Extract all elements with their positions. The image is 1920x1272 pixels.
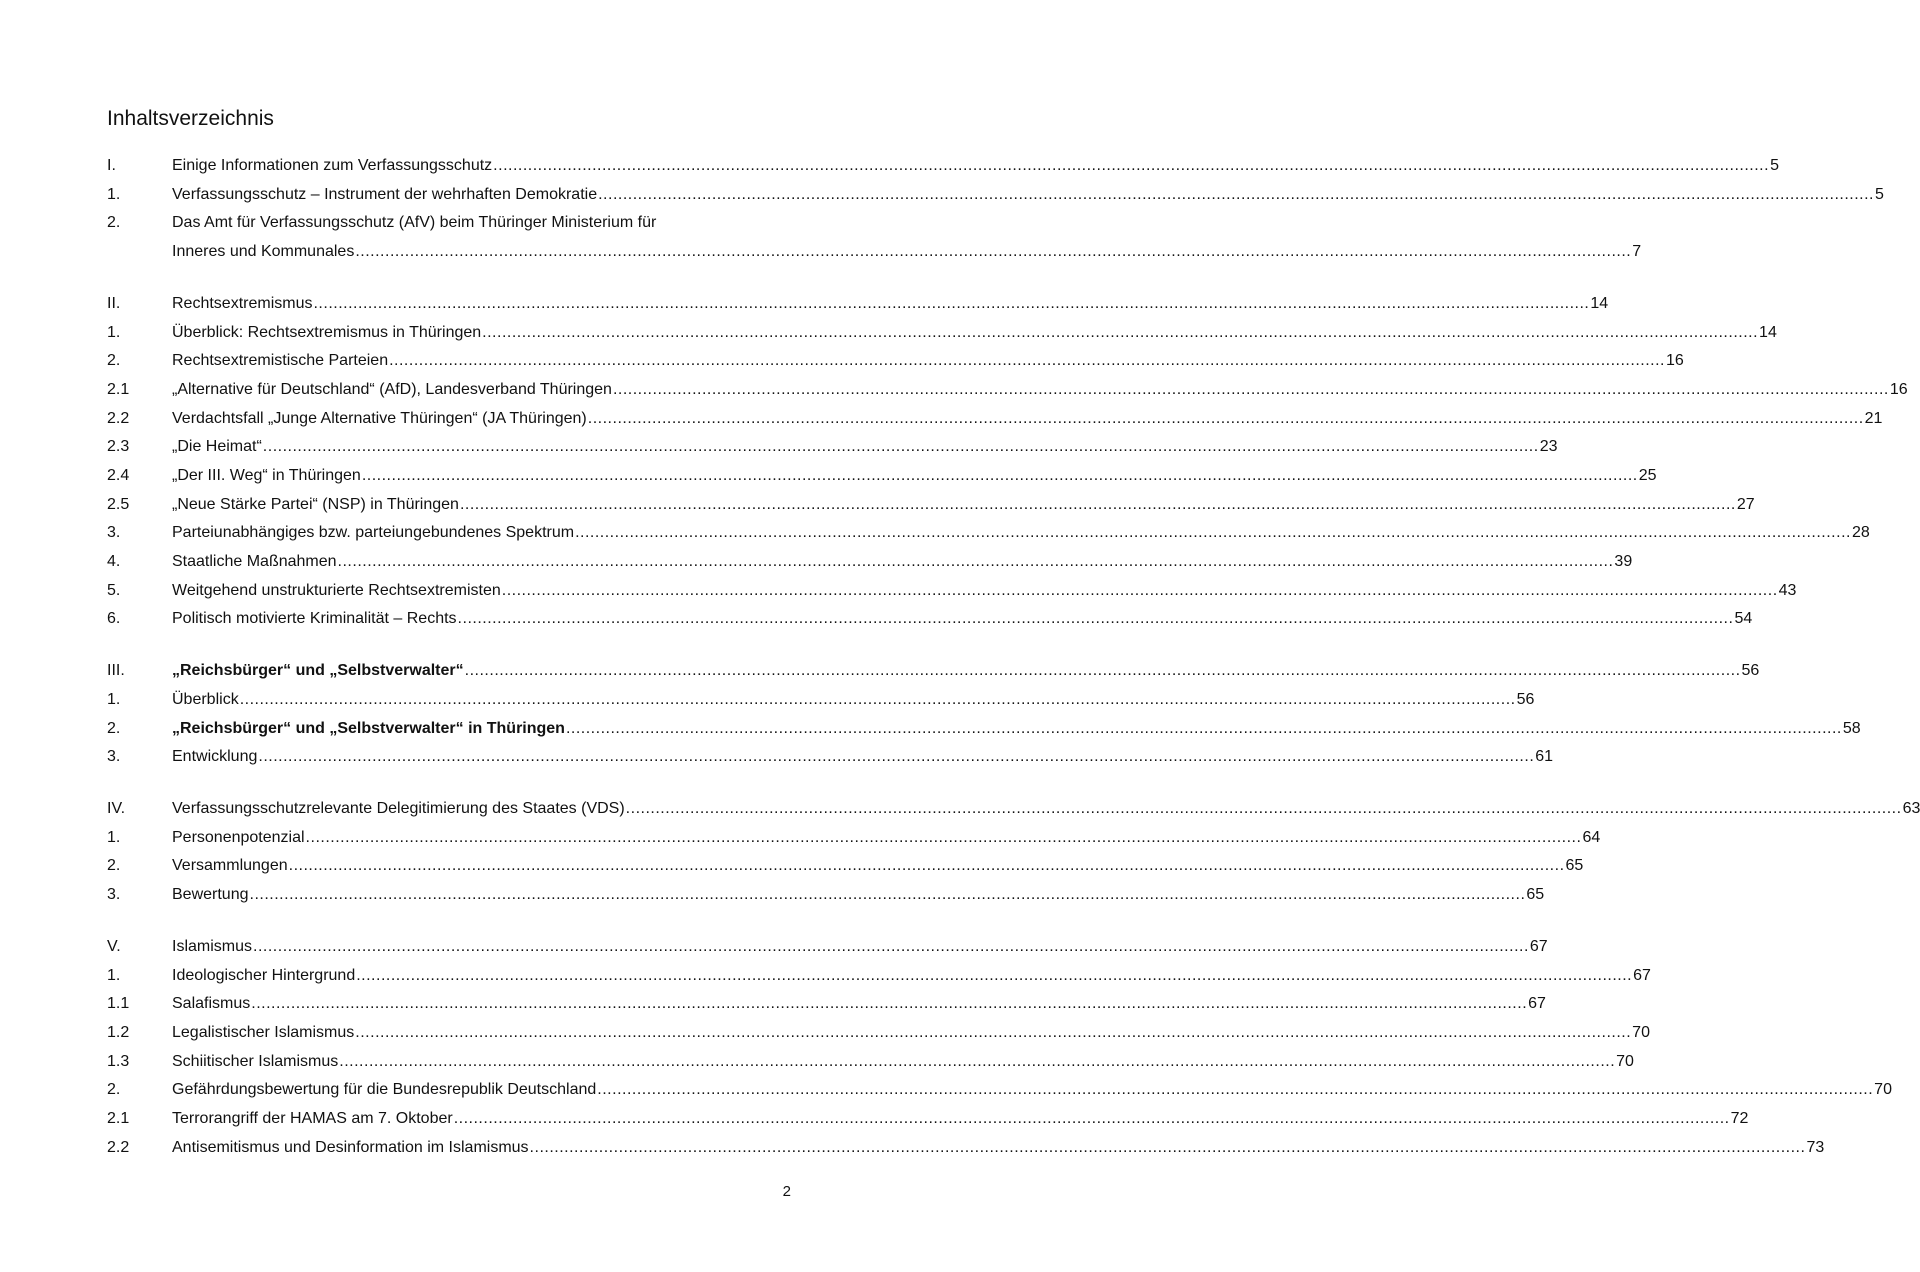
- toc-leader: [339, 1047, 1615, 1076]
- toc-entry[interactable]: [107, 1133, 1825, 1162]
- toc-leader: [597, 1075, 1873, 1104]
- toc-entry[interactable]: [107, 318, 1777, 347]
- toc-entry-label: Bewertung: [172, 886, 249, 903]
- toc-entry-page: 70: [1616, 1053, 1634, 1070]
- toc-leader: [588, 404, 1864, 433]
- toc-entry[interactable]: [107, 151, 1779, 180]
- toc-leader: [250, 880, 1526, 909]
- toc-entry-number: V.: [107, 938, 121, 955]
- toc-leader: [493, 151, 1769, 180]
- toc-entry-label: Versammlungen: [172, 857, 288, 874]
- toc-entry-page: 27: [1736, 496, 1755, 513]
- toc-leader: [313, 289, 1589, 318]
- toc-entry-number: 2.1: [107, 1110, 130, 1127]
- toc-entry-label: Legalistischer Islamismus: [172, 1024, 355, 1041]
- toc-leader: [482, 318, 1758, 347]
- toc-leader: [253, 932, 1529, 961]
- toc-entry-page: 39: [1614, 553, 1633, 570]
- toc-leader: [355, 237, 1631, 266]
- toc-entry-number: II.: [107, 295, 121, 312]
- toc-entry-number: 3.: [107, 886, 121, 903]
- toc-leader: [575, 518, 1851, 547]
- toc-entry[interactable]: [107, 461, 1657, 490]
- toc-entry-label: Islamismus: [172, 938, 253, 955]
- toc-entry-label: Rechtsextremistische Parteien: [172, 352, 389, 369]
- toc-entry-page: 14: [1590, 295, 1609, 312]
- toc-entry-page: 65: [1565, 857, 1584, 874]
- toc-entry-number: 2.3: [107, 438, 130, 455]
- toc-leader: [389, 346, 1665, 375]
- toc-entry-page: 72: [1730, 1110, 1749, 1127]
- toc-entry-page: 65: [1526, 886, 1545, 903]
- toc-leader: [338, 547, 1614, 576]
- toc-entry[interactable]: [107, 742, 1554, 771]
- toc-entry-page: 7: [1632, 243, 1642, 260]
- toc-leader: [598, 180, 1874, 209]
- toc-entry-page: 56: [1741, 662, 1760, 679]
- toc-entry-number: 1.: [107, 186, 121, 203]
- toc-entry-page: 70: [1632, 1024, 1650, 1041]
- toc-entry[interactable]: [107, 1104, 1749, 1133]
- toc-entry[interactable]: [107, 518, 1870, 547]
- toc-entry-label: Gefährdungsbewertung für die Bundesrepublik Deutschland: [172, 1081, 597, 1098]
- toc-entry-number: 2.: [107, 352, 121, 369]
- toc-entry-page: 67: [1633, 967, 1651, 984]
- toc-entry-label: „Reichsbürger“ und „Selbstverwalter“ in Thüringen: [172, 720, 565, 737]
- toc-entry-number: 2.5: [107, 496, 130, 513]
- toc-entry[interactable]: [107, 346, 1684, 375]
- toc-entry-page: 67: [1529, 938, 1548, 955]
- toc-entry-page: 5: [1875, 186, 1884, 203]
- toc-leader: [258, 742, 1534, 771]
- toc-leader: [465, 656, 1741, 685]
- toc-entry[interactable]: [107, 656, 1760, 685]
- toc-leader: [458, 604, 1734, 633]
- page-title: Inhaltsverzeichnis: [107, 107, 274, 130]
- toc-entry-label: Überblick: [172, 691, 239, 708]
- toc-entry-number: 2.1: [107, 381, 130, 398]
- toc-entry-label: Personenpotenzial: [172, 829, 305, 846]
- toc-entry[interactable]: [107, 1018, 1650, 1047]
- toc-leader: [530, 1133, 1806, 1162]
- toc-entry[interactable]: [107, 404, 1883, 433]
- toc-entry-label: „Neue Stärke Partei“ (NSP) in Thüringen: [172, 496, 459, 513]
- toc-leader: [502, 576, 1778, 605]
- toc-entry-label: Verdachtsfall „Junge Alternative Thüringen“ (JA Thüringen): [172, 410, 587, 427]
- toc-entry[interactable]: [107, 1047, 1634, 1076]
- toc-entry[interactable]: [107, 208, 792, 237]
- toc-entry-page: 61: [1535, 748, 1554, 765]
- toc-entry-number: 2.4: [107, 467, 130, 484]
- toc-leader: [251, 989, 1527, 1018]
- toc-leader: [306, 823, 1582, 852]
- toc-entry-label: Entwicklung: [172, 748, 258, 765]
- toc-entry-label: Weitgehend unstrukturierte Rechtsextremisten: [172, 582, 501, 599]
- toc-entry-number: 2.: [107, 720, 121, 737]
- toc-entry-label: „Reichsbürger“ und „Selbstverwalter“: [172, 662, 464, 679]
- toc-entry-page: 63: [1902, 800, 1920, 817]
- toc-entry-number: 1.: [107, 967, 121, 984]
- toc-entry-number: 6.: [107, 610, 121, 627]
- toc-entry-number: 2.: [107, 1081, 121, 1098]
- toc-entry-page: 58: [1842, 720, 1861, 737]
- toc-entry-label: „Der III. Weg“ in Thüringen: [172, 467, 361, 484]
- toc-entry-label: Überblick: Rechtsextremismus in Thüringen: [172, 324, 482, 341]
- toc-entry-number: I.: [107, 157, 116, 174]
- toc-entry-number: 1.3: [107, 1053, 130, 1070]
- toc-entry[interactable]: [107, 375, 1908, 404]
- toc-entry-page: 25: [1638, 467, 1657, 484]
- toc-entry-label: „Die Heimat“: [172, 438, 262, 455]
- toc-entry-page: 67: [1528, 995, 1546, 1012]
- toc-entry-number: 1.: [107, 691, 121, 708]
- toc-entry[interactable]: [107, 880, 1545, 909]
- toc-entry-page: 56: [1516, 691, 1535, 708]
- toc-entry-label: Staatliche Maßnahmen: [172, 553, 337, 570]
- toc-entry-number: 4.: [107, 553, 121, 570]
- toc-entry[interactable]: [107, 237, 1642, 266]
- toc-entry-number: 1.2: [107, 1024, 130, 1041]
- toc-entry-page: 43: [1778, 582, 1797, 599]
- toc-entry-label: „Alternative für Deutschland“ (AfD), Landesverband Thüringen: [172, 381, 612, 398]
- toc-entry-number: 5.: [107, 582, 121, 599]
- toc-entry-page: 28: [1851, 524, 1870, 541]
- toc-entry[interactable]: [107, 490, 1755, 519]
- toc-entry-page: 54: [1734, 610, 1753, 627]
- toc-leader: [362, 461, 1638, 490]
- toc-entry-label: Das Amt für Verfassungsschutz (AfV) beim Thüringer Ministerium für: [172, 214, 657, 231]
- toc-entry-page: 5: [1770, 157, 1779, 174]
- toc-entry-number: III.: [107, 662, 125, 679]
- toc-entry-label: Terrorangriff der HAMAS am 7. Oktober: [172, 1110, 453, 1127]
- toc-entry-number: IV.: [107, 800, 126, 817]
- toc-entry-label: Inneres und Kommunales: [172, 243, 355, 260]
- toc-entry[interactable]: [107, 604, 1753, 633]
- toc-entry-number: 1.: [107, 829, 121, 846]
- toc-entry-page: 16: [1665, 352, 1684, 369]
- toc-entry-number: 3.: [107, 524, 121, 541]
- toc-entry[interactable]: [107, 289, 1609, 318]
- toc-leader: [356, 961, 1632, 990]
- toc-entry[interactable]: [107, 794, 1920, 823]
- toc-entry-number: 2.: [107, 214, 121, 231]
- toc-leader: [566, 714, 1842, 743]
- toc-leader: [263, 432, 1539, 461]
- toc-entry-page: 73: [1806, 1139, 1825, 1156]
- toc-entry-label: Rechtsextremismus: [172, 295, 313, 312]
- toc-entry-label: Parteiunabhängiges bzw. parteiungebundenes Spektrum: [172, 524, 575, 541]
- toc-entry-label: Salafismus: [172, 995, 251, 1012]
- toc-entry-number: 2.2: [107, 1139, 130, 1156]
- toc-leader: [613, 375, 1889, 404]
- toc-leader: [460, 490, 1736, 519]
- toc-entry-label: Politisch motivierte Kriminalität – Rechts: [172, 610, 457, 627]
- toc-leader: [355, 1018, 1631, 1047]
- toc-entry-page: 70: [1874, 1081, 1892, 1098]
- toc-entry-page: 23: [1539, 438, 1558, 455]
- toc-entry-number: 3.: [107, 748, 121, 765]
- toc-entry-label: Schiitischer Islamismus: [172, 1053, 339, 1070]
- toc-entry[interactable]: [107, 432, 1558, 461]
- toc-leader: [454, 1104, 1730, 1133]
- toc-entry-label: Einige Informationen zum Verfassungsschutz: [172, 157, 493, 174]
- page-number: 2: [782, 1183, 791, 1200]
- toc-entry[interactable]: [107, 961, 1651, 990]
- toc-entry[interactable]: [107, 180, 1884, 209]
- toc-entry-number: 1.1: [107, 995, 130, 1012]
- toc-leader: [626, 794, 1902, 823]
- toc-entry[interactable]: [107, 576, 1797, 605]
- toc-entry-number: 2.: [107, 857, 121, 874]
- toc-entry[interactable]: [107, 714, 1861, 743]
- toc-entry[interactable]: [107, 547, 1633, 576]
- toc-entry-label: Verfassungsschutz – Instrument der wehrhaften Demokratie: [172, 186, 598, 203]
- toc-entry[interactable]: [107, 685, 1535, 714]
- toc-entry-page: 16: [1889, 381, 1908, 398]
- toc-entry[interactable]: [107, 989, 1546, 1018]
- toc-entry[interactable]: [107, 823, 1601, 852]
- toc-leader: [240, 685, 1516, 714]
- toc-entry-number: 1.: [107, 324, 121, 341]
- toc-entry-label: Ideologischer Hintergrund: [172, 967, 356, 984]
- toc-entry-label: Antisemitismus und Desinformation im Islamismus: [172, 1139, 529, 1156]
- toc-entry[interactable]: [107, 1075, 1892, 1104]
- toc-entry-page: 21: [1864, 410, 1883, 427]
- toc-entry-number: 2.2: [107, 410, 130, 427]
- toc-entry-page: 14: [1759, 324, 1777, 341]
- toc-entry[interactable]: [107, 851, 1584, 880]
- toc-leader: [289, 851, 1565, 880]
- toc-entry[interactable]: [107, 932, 1548, 961]
- toc-entry-page: 64: [1582, 829, 1601, 846]
- toc-entry-label: Verfassungsschutzrelevante Delegitimierung des Staates (VDS): [172, 800, 625, 817]
